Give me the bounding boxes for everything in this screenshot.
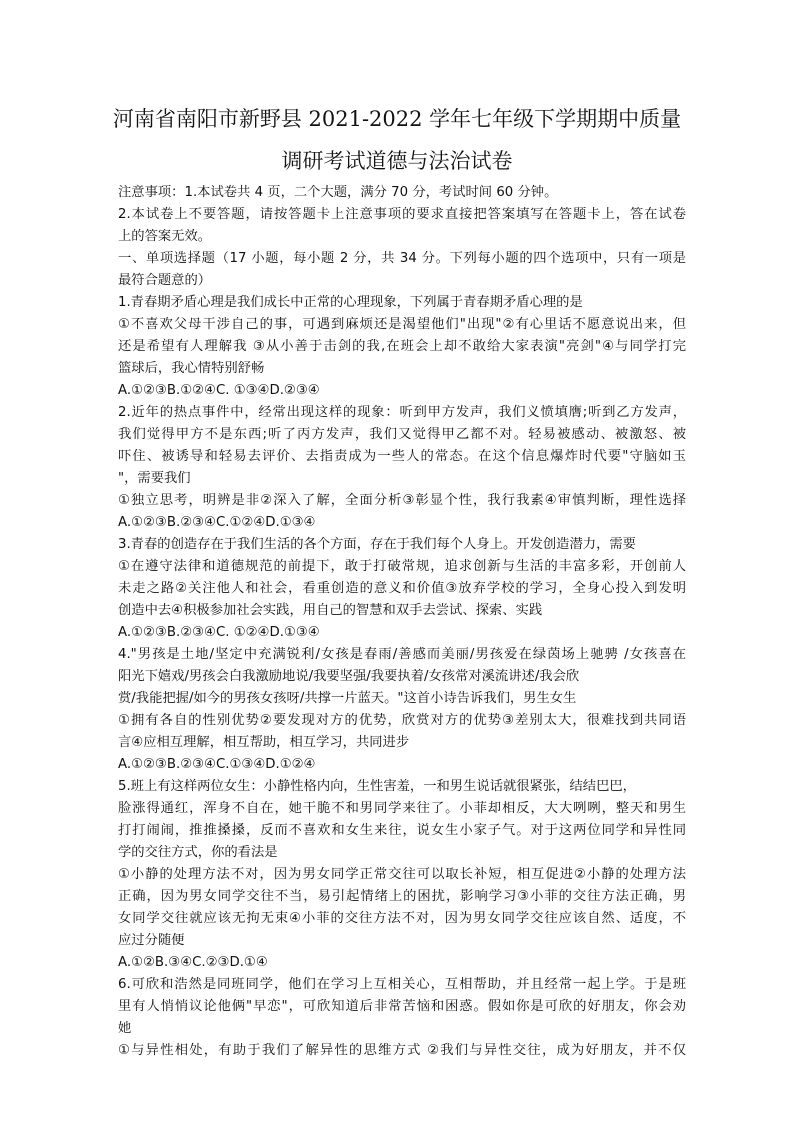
question-text: "，需要我们 (118, 471, 191, 486)
question-text: 里有人悄悄议论他俩"早恋"，可欣知道后非常苦恼和困惑。假如你是可欣的好朋友，你会劝 (118, 999, 686, 1014)
notice-line: 注意事项：1.本试卷共 4 页，二个大题，满分 70 分，考试时间 60 分钟。 (118, 185, 558, 200)
question-text: 篮球后，我心情特别舒畅 (118, 361, 265, 376)
answer-options: A.①②③B.①②④C. ①③④D.②③④ (118, 383, 320, 398)
question-text: ①独立思考，明辨是非②深入了解，全面分析③彰显个性，我行我素④审慎判断，理性选择 (118, 493, 686, 508)
exam-body (118, 182, 686, 1062)
question-text: ①与异性相处，有助于我们了解异性的思维方式 ②我们与异性交往，成为好朋友，并不仅 (118, 1043, 686, 1058)
question-text: 阳光下嬉戏/男孩会白我激励地说/我要坚强/我要执着/女孩常对溪流讲述/我会欣 (118, 669, 580, 684)
question-stem: 3.青春的创造存在于我们生活的各个方面，存在于我们每个人身上。开发创造潜力，需要 (118, 537, 636, 552)
question-stem: 6.可欣和浩然是同班同学，他们在学习上互相关心，互相帮助，并且经常一起上学。于是班 (118, 977, 686, 992)
question-stem: 5.班上有这样两位女生：小静性格内向，生性害羞，一和男生说话就很紧张，结结巴巴， (118, 779, 636, 794)
answer-options: A.①②③B.②③④C.①②④D.①③④ (118, 515, 316, 530)
question-stem: 4."男孩是土地/坚定中充满锐利/女孩是春雨/善感而美丽/男孩爱在绿茵场上驰骋 /女孩喜在 (118, 647, 686, 662)
answer-options: A.①②③B.②③④C.①③④D.①②④ (118, 757, 316, 772)
question-text: 女同学交往就应该无拘无束④小菲的交往方法不对，因为男女同学交往应该自然、适度，不 (118, 911, 686, 926)
exam-title-line-2: 调研考试道德与法治试卷 (281, 149, 513, 173)
answer-options: A.①②B.③④C.②③D.①④ (118, 955, 268, 970)
question-text: ①不喜欢父母干涉自己的事，可遇到麻烦还是渴望他们"出现"②有心里话不愿意说出来，但 (118, 317, 686, 332)
exam-title-line-1: 河南省南阳市新野县 2021-2022 学年七年级下学期期中质量 (112, 107, 682, 131)
question-text: 吓住、被诱导和轻易去评价、去指责成为一些人的常态。在这个信息爆炸时代要"守脑如玉 (118, 449, 686, 464)
answer-options: A.①②③B.②③④C. ①②④D.①③④ (118, 625, 320, 640)
question-text: 学的交往方式，你的看法是 (118, 845, 278, 860)
question-text: 脸涨得通红，浑身不自在，她干脆不和男同学来往了。小菲却相反，大大咧咧，整天和男生 (118, 801, 686, 816)
question-text: 应过分随便 (118, 933, 185, 948)
section-heading: 最符合题意的） (118, 273, 212, 288)
notice-line: 2.本试卷上不要答题，请按答题卡上注意事项的要求直接把答案填写在答题卡上，答在试卷 (118, 207, 686, 222)
question-text: 创造中去④积极参加社会实践，用自己的智慧和双手去尝试、探索、实践 (118, 603, 543, 618)
question-text: ①在遵守法律和道德规范的前提下，敢于打破常规，追求创新与生活的丰富多彩，开创前人 (118, 559, 686, 574)
question-text: 正确，因为男女同学交往不当，易引起情绪上的困扰，影响学习③小菲的交往方法正确，男 (118, 889, 686, 904)
question-text: 她 (118, 1021, 132, 1036)
section-heading: 一、单项选择题（17 小题，每小题 2 分，共 34 分。下列每小题的四个选项中，只有一项是 (118, 251, 686, 266)
question-stem: 1.青春期矛盾心理是我们成长中正常的心理现象，下列属于青春期矛盾心理的是 (118, 295, 583, 310)
question-text: 打打闹闹，推推搡搡，反而不喜欢和女生来往，说女生小家子气。对于这两位同学和异性同 (118, 823, 686, 838)
question-text: ①拥有各自的性别优势②要发现对方的优势，欣赏对方的优势③差别太大，很难找到共同语 (118, 713, 686, 728)
question-text: 未走之路②关注他人和社会，看重创造的意义和价值③放弃学校的学习，全身心投入到发明 (118, 581, 686, 596)
question-text: 还是希望有人理解我 ③从小善于击剑的我,在班会上却不敢给大家表演"亮剑"④与同学打完 (118, 339, 686, 354)
question-text: 赏/我能把握/如今的男孩女孩呀/共撑一片蓝天。"这首小诗告诉我们，男生女生 (118, 691, 577, 706)
question-stem: 2.近年的热点事件中，经常出现这样的现象：听到甲方发声，我们义愤填膺;听到乙方发声， (118, 405, 686, 420)
question-text: ①小静的处理方法不对，因为男女同学正常交往可以取长补短，相互促进②小静的处理方法 (118, 867, 686, 882)
notice-line: 上的答案无效。 (118, 229, 212, 244)
question-text: 言④应相互理解，相互帮助，相互学习，共同进步 (118, 735, 410, 750)
question-text: 我们觉得甲方不是东西;听了丙方发声，我们又觉得甲乙都不对。轻易被感动、被激怒、被 (118, 427, 686, 442)
